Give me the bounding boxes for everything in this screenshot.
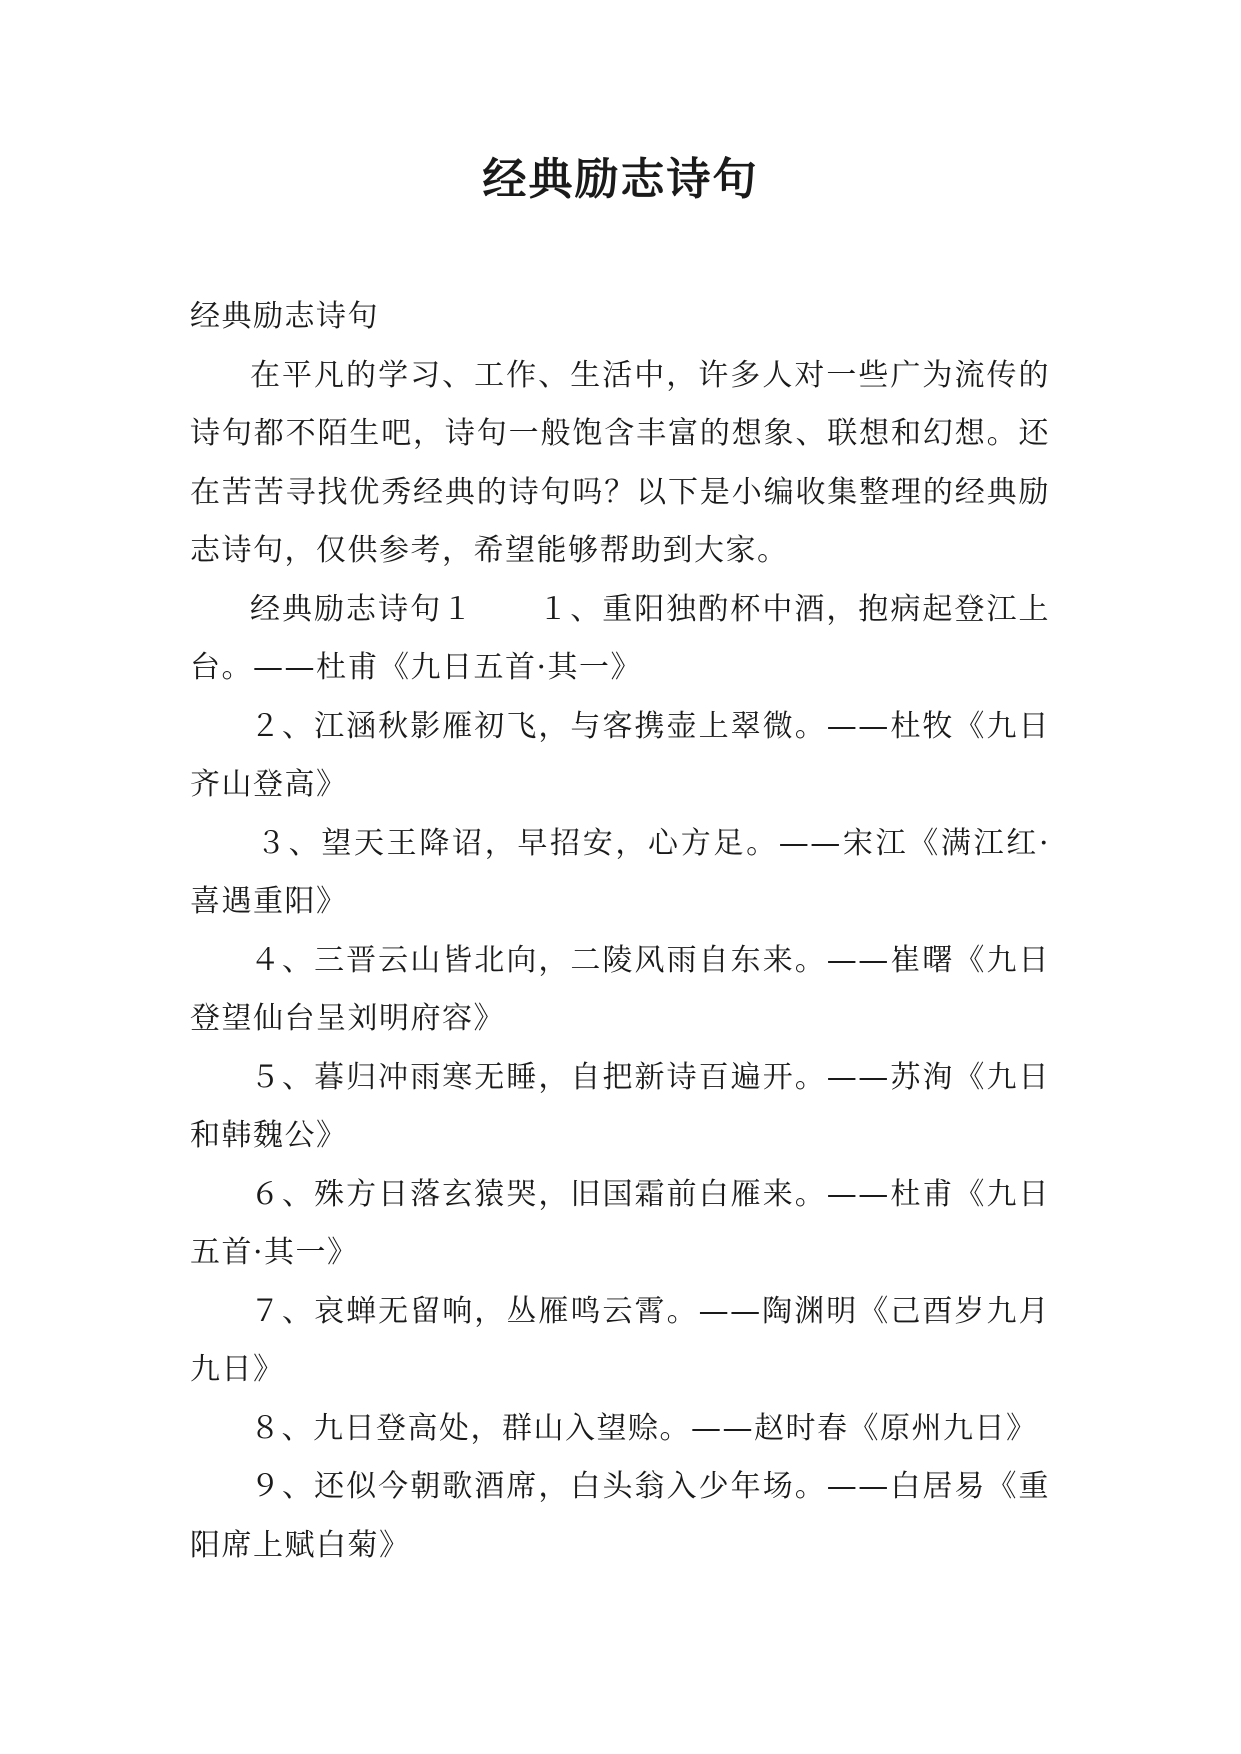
poem-line-6: ６、殊方日落玄猿哭，旧国霜前白雁来。——杜甫《九日五首·其一》 bbox=[190, 1176, 1050, 1270]
poem-line-9: ９、还似今朝歌酒席，白头翁入少年场。——白居易《重阳席上赋白菊》 bbox=[190, 1469, 1050, 1563]
poem-line-5: ５、暮归冲雨寒无睡，自把新诗百遍开。——苏洵《九日和韩魏公》 bbox=[190, 1059, 1050, 1153]
poem-line-2: ２、江涵秋影雁初飞，与客携壶上翠微。——杜牧《九日齐山登高》 bbox=[190, 708, 1050, 802]
poem-line-3: ３、望天王降诏，早招安，心方足。——宋江《满江红·喜遇重阳》 bbox=[190, 825, 1050, 919]
body-paragraph-intro: 在平凡的学习、工作、生活中，许多人对一些广为流传的诗句都不陌生吧，诗句一般饱含丰富的想象、联想和幻想。还在苦苦寻找优秀经典的诗句吗？以下是小编收集整理的经典励志诗句，仅供参考，希望能够帮助到大家。 bbox=[190, 357, 1050, 568]
body-paragraph-heading: 经典励志诗句 bbox=[190, 299, 379, 334]
poem-line-4: ４、三晋云山皆北向，二陵风雨自东来。——崔曙《九日登望仙台呈刘明府容》 bbox=[190, 942, 1050, 1036]
poem-line-1: 经典励志诗句１ １、重阳独酌杯中酒，抱病起登江上台。——杜甫《九日五首·其一》 bbox=[190, 591, 1050, 685]
poem-line-8: ８、九日登高处，群山入望赊。——赵时春《原州九日》 bbox=[250, 1410, 1038, 1446]
poem-line-7: ７、哀蝉无留响，丛雁鸣云霄。——陶渊明《己酉岁九月九日》 bbox=[190, 1293, 1050, 1387]
document-title: 经典励志诗句 bbox=[482, 154, 759, 205]
document-body bbox=[190, 288, 1050, 1575]
